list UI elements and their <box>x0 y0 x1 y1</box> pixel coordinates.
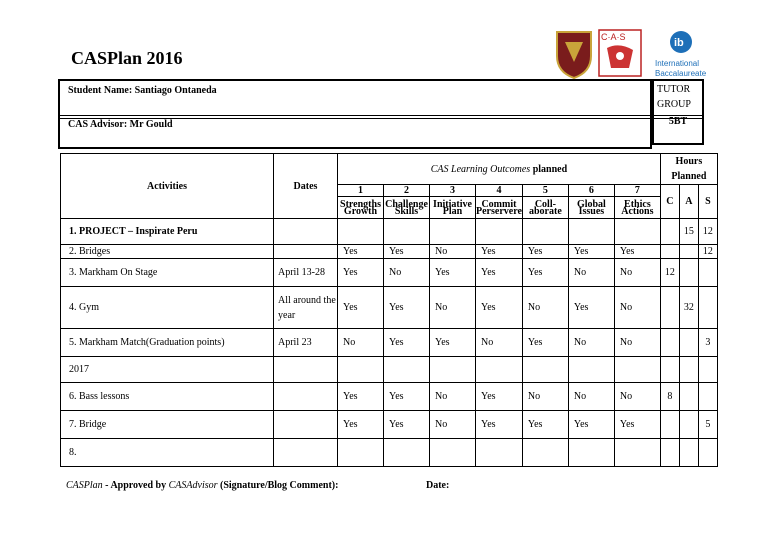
outcome-cell <box>476 357 523 383</box>
outcome-cell <box>338 357 384 383</box>
approval-date-label: Date: <box>426 480 450 491</box>
hours-a-cell <box>679 357 698 383</box>
cas-logo <box>599 30 641 76</box>
outcome-cell: Yes <box>522 411 568 439</box>
hours-s-cell <box>698 383 717 411</box>
outcome-label: Initiative Plan <box>430 197 476 219</box>
outcomes-header: CAS Learning Outcomes planned <box>338 154 661 185</box>
outcome-cell: No <box>568 259 614 287</box>
footer-plan-text: CASPlan <box>66 480 103 491</box>
outcome-cell <box>476 219 523 245</box>
outcome-cell: Yes <box>614 245 660 259</box>
outcome-cell: Yes <box>476 245 523 259</box>
ib-line1: International <box>655 59 700 68</box>
outcome-cell: Yes <box>476 383 523 411</box>
outcome-cell <box>338 219 384 245</box>
dates-header: Dates <box>274 154 338 219</box>
hours-planned-header: Hours Planned <box>660 154 717 185</box>
cas-advisor-field: CAS Advisor: Mr Gould <box>68 119 173 130</box>
activity-cell: 2. Bridges <box>61 245 274 259</box>
dates-cell <box>274 357 338 383</box>
hours-a-cell <box>679 383 698 411</box>
cas-column-a: A <box>679 185 698 219</box>
outcome-cell: No <box>614 259 660 287</box>
hours-s-cell: 5 <box>698 411 717 439</box>
outcome-cell: Yes <box>568 411 614 439</box>
outcome-cell: Yes <box>338 287 384 329</box>
hours-s-cell: 12 <box>698 219 717 245</box>
outcome-cell <box>522 357 568 383</box>
hours-s-cell: 3 <box>698 329 717 357</box>
table-row <box>61 411 718 439</box>
outcome-cell <box>614 357 660 383</box>
outcome-cell: Yes <box>384 329 430 357</box>
dates-cell: April 13-28 <box>274 259 338 287</box>
table-row <box>61 287 718 329</box>
outcome-cell <box>430 219 476 245</box>
logo-strip <box>553 28 713 80</box>
outcome-cell: No <box>476 329 523 357</box>
outcome-number: 4 <box>476 185 523 197</box>
outcome-cell: No <box>568 329 614 357</box>
dates-cell <box>274 411 338 439</box>
outcome-cell: No <box>614 383 660 411</box>
outcome-cell: No <box>430 411 476 439</box>
activity-cell: 5. Markham Match(Graduation points) <box>61 329 274 357</box>
document-title-text: CASPlan 2016 <box>71 48 183 68</box>
school-crest-logo <box>557 32 591 78</box>
hours-c-cell <box>660 245 679 259</box>
hours-a-cell <box>679 259 698 287</box>
outcome-cell: Yes <box>476 259 523 287</box>
hours-c-cell: 12 <box>660 259 679 287</box>
outcome-cell: No <box>384 259 430 287</box>
outcome-cell <box>384 439 430 467</box>
dates-cell <box>274 219 338 245</box>
ib-letters: ib <box>674 37 684 49</box>
footer-approved-suffix: (Signature/Blog Comment): <box>217 480 339 491</box>
outcome-number: 2 <box>384 185 430 197</box>
outcome-cell: No <box>614 329 660 357</box>
outcome-cell: Yes <box>476 287 523 329</box>
outcome-cell <box>522 219 568 245</box>
outcome-number: 6 <box>568 185 614 197</box>
hours-s-cell <box>698 287 717 329</box>
table-row <box>61 357 718 383</box>
hours-s-cell <box>698 259 717 287</box>
outcome-cell: Yes <box>384 287 430 329</box>
approval-line <box>66 480 338 491</box>
outcome-cell <box>430 357 476 383</box>
table-row <box>61 245 718 259</box>
footer-approved-prefix: - Approved by <box>102 480 169 491</box>
ib-line2: Baccalaureate <box>655 69 707 78</box>
tutor-group-value: 5BT <box>668 116 688 127</box>
hours-c-cell <box>660 439 679 467</box>
outcome-cell: Yes <box>522 329 568 357</box>
outcome-cell: Yes <box>384 245 430 259</box>
hours-a-cell: 32 <box>679 287 698 329</box>
footer-advisor-text: CASAdvisor <box>168 480 218 491</box>
activity-cell: 4. Gym <box>61 287 274 329</box>
hours-c-cell: 8 <box>660 383 679 411</box>
cas-column-s: S <box>698 185 717 219</box>
outcome-label: Coll-aborate <box>522 197 568 219</box>
outcome-cell: No <box>430 383 476 411</box>
outcome-cell <box>522 439 568 467</box>
ib-logo <box>655 31 707 78</box>
outcome-label: Challenge Skills <box>385 198 428 217</box>
dates-cell <box>274 439 338 467</box>
outcome-cell <box>568 357 614 383</box>
hours-a-cell <box>679 411 698 439</box>
outcome-cell <box>476 439 523 467</box>
activity-cell: 8. <box>61 439 274 467</box>
outcome-cell <box>384 219 430 245</box>
hours-s-cell <box>698 439 717 467</box>
activity-cell: 7. Bridge <box>61 411 274 439</box>
document-title <box>71 48 183 69</box>
activity-cell: 3. Markham On Stage <box>61 259 274 287</box>
outcome-cell: Yes <box>522 259 568 287</box>
outcome-cell: Yes <box>384 383 430 411</box>
table-row <box>61 219 718 245</box>
outcome-cell: Yes <box>430 329 476 357</box>
hours-c-cell <box>660 329 679 357</box>
outcome-cell: No <box>430 245 476 259</box>
dates-cell <box>274 383 338 411</box>
outcome-number: 7 <box>614 185 660 197</box>
outcome-cell: Yes <box>430 259 476 287</box>
outcome-cell: Yes <box>568 245 614 259</box>
dates-cell: All around the year <box>274 287 338 329</box>
outcome-cell: No <box>522 287 568 329</box>
outcome-cell: Yes <box>476 411 523 439</box>
outcome-cell: Yes <box>568 287 614 329</box>
outcome-cell <box>430 439 476 467</box>
tutor-group-box <box>652 79 704 145</box>
activity-cell: 6. Bass lessons <box>61 383 274 411</box>
outcome-cell: Yes <box>338 383 384 411</box>
student-name-field: Student Name: Santiago Ontaneda <box>68 85 217 96</box>
hours-s-cell: 12 <box>698 245 717 259</box>
hours-a-cell: 15 <box>679 219 698 245</box>
outcome-number: 5 <box>522 185 568 197</box>
hours-c-cell <box>660 219 679 245</box>
outcome-cell: No <box>338 329 384 357</box>
outcome-label: Ethics Actions <box>614 197 660 219</box>
outcome-number: 1 <box>338 185 384 197</box>
table-row <box>61 383 718 411</box>
outcome-cell: Yes <box>522 245 568 259</box>
outcome-cell: Yes <box>338 245 384 259</box>
hours-a-cell <box>679 439 698 467</box>
activity-rows <box>61 219 718 467</box>
dates-cell: April 23 <box>274 329 338 357</box>
tutor-group-label: TUTOR GROUP <box>657 84 691 110</box>
outcome-cell: Yes <box>614 411 660 439</box>
outcome-cell <box>384 357 430 383</box>
outcome-cell: Yes <box>338 259 384 287</box>
outcome-label: Commit Perservere <box>476 198 522 217</box>
student-info-box <box>58 79 652 149</box>
outcome-cell <box>614 219 660 245</box>
outcome-cell <box>568 439 614 467</box>
hours-c-cell <box>660 357 679 383</box>
hours-a-cell <box>679 245 698 259</box>
outcome-cell <box>338 439 384 467</box>
outcome-cell: No <box>522 383 568 411</box>
outcome-cell: Yes <box>384 411 430 439</box>
hours-c-cell <box>660 287 679 329</box>
dates-cell <box>274 245 338 259</box>
activity-cell: 1. PROJECT – Inspirate Peru <box>61 219 274 245</box>
outcome-label: Global Issues <box>568 197 614 219</box>
cas-plan-table <box>60 153 718 467</box>
crest-and-ib-logos <box>553 28 713 80</box>
outcome-cell: No <box>614 287 660 329</box>
hours-a-cell <box>679 329 698 357</box>
cas-logo-text: C·A·S <box>601 32 626 42</box>
activities-header: Activities <box>61 154 274 219</box>
outcome-cell <box>568 219 614 245</box>
outcome-label: Strengths Growth <box>338 197 384 219</box>
outcome-cell <box>614 439 660 467</box>
outcome-cell: No <box>568 383 614 411</box>
hours-s-cell <box>698 357 717 383</box>
table-row <box>61 259 718 287</box>
table-row <box>61 439 718 467</box>
outcome-cell: Yes <box>338 411 384 439</box>
outcome-cell: No <box>430 287 476 329</box>
table-row <box>61 329 718 357</box>
outcome-number: 3 <box>430 185 476 197</box>
activity-cell: 2017 <box>61 357 274 383</box>
cas-column-c: C <box>660 185 679 219</box>
hours-c-cell <box>660 411 679 439</box>
